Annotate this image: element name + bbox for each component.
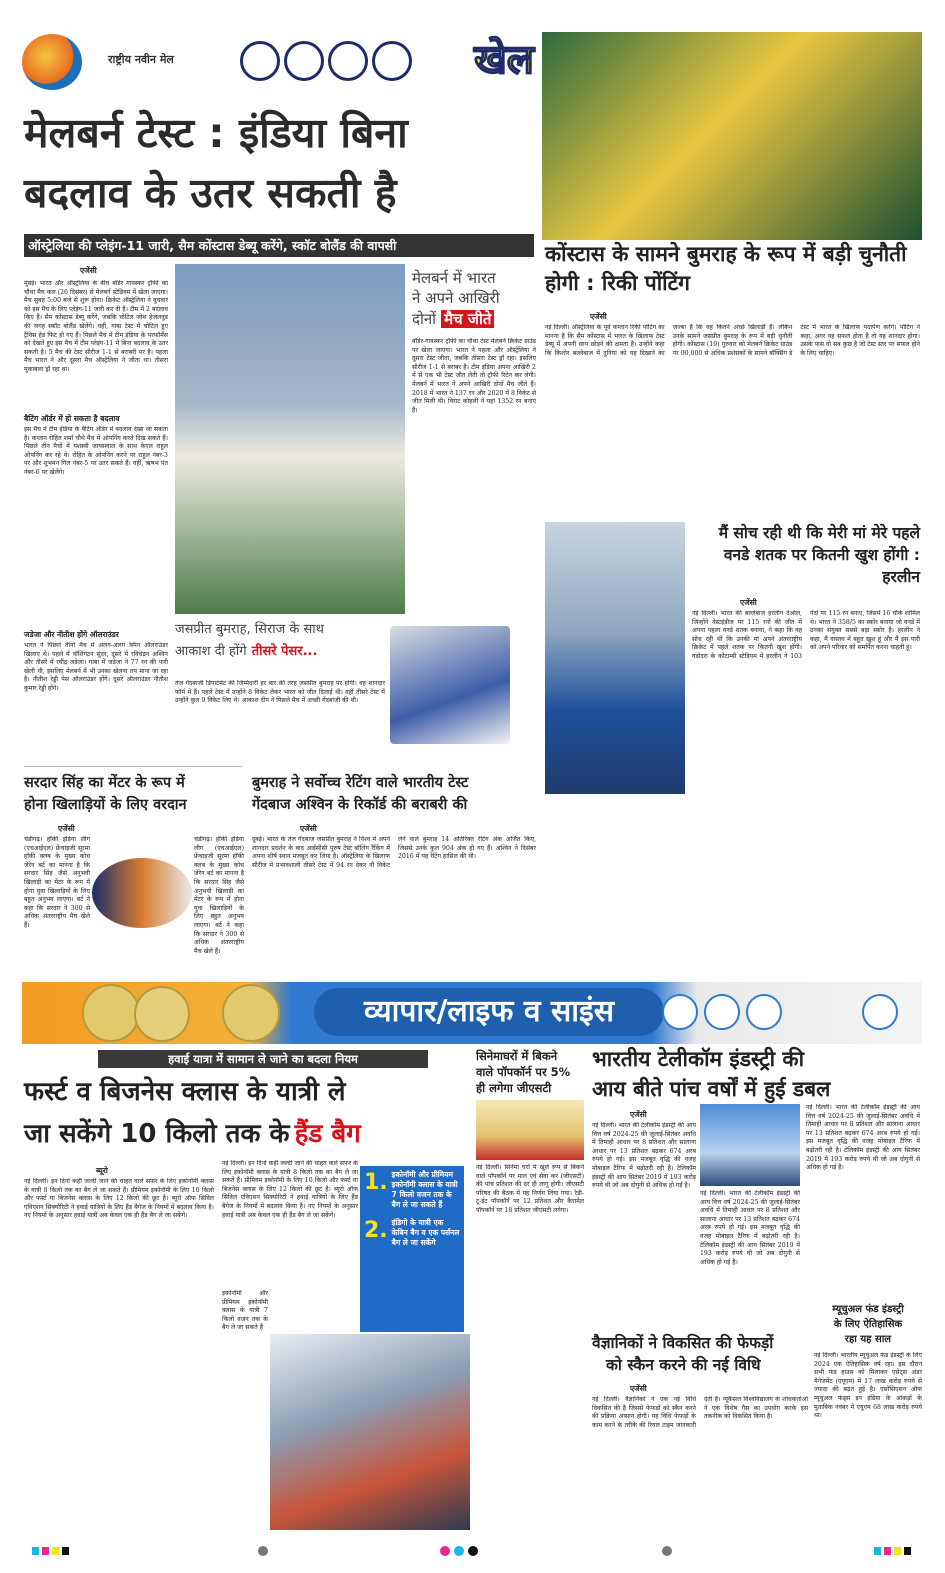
baggage-kicker: हवाई यात्रा में सामान ले जाने का बदला नियम bbox=[98, 1050, 428, 1068]
cricket-bat-icon bbox=[240, 41, 280, 81]
science-byline: एजेंसी bbox=[630, 1384, 647, 1393]
info-item-2 bbox=[364, 1218, 460, 1248]
atom-icon bbox=[746, 994, 782, 1030]
baggage-body-text-col3: इकोनॉमी और प्रीमियम इकोनॉमी क्लास के यात्री 7 किलो वजन तक के बैग ले जा सकते हैं bbox=[222, 1290, 268, 1332]
lead-strap: ऑस्ट्रेलिया की प्लेइंग-11 जारी, सैम कोंस्टास डेब्यू करेंगे, स्कॉट बोलैंड की वापसी bbox=[24, 234, 534, 257]
info-num-1: 1. bbox=[364, 1170, 388, 1195]
science-icon bbox=[662, 994, 698, 1030]
telecom-headline-line1: भारतीय टेलीकॉम इंडस्ट्री की bbox=[592, 1047, 805, 1071]
football-icon bbox=[328, 41, 368, 81]
pull-quote-line2: ने अपने आखिरी bbox=[412, 289, 500, 307]
sardar-byline: एजेंसी bbox=[58, 824, 75, 833]
info-item-1 bbox=[364, 1170, 460, 1210]
sardar-body-text: चंडीगढ़। हॉकी इंडिया लीग (एचआईएल) फ्रेंचाइजी सूरमा हॉकी क्लब के मुख्य कोच जेरेन बर्ट का मानना है कि सरदार सिंह जैसे अनुभवी खिलाड़ी का मेंटर के रूप में होना युवा खिलाड़ियों के लिए बहुत अनुभव लाएगा। बर्ट ने कहा कि सरदार ने 300 से अधिक अंतरराष्ट्रीय मैच खेले हैं। bbox=[24, 836, 90, 929]
lead-col1c-text: भारत ने पिछले तीनों मैच में अलग-अलग स्पिन ऑलराउंडर खिलाए थे। पहले में वॉशिंगटन सुंदर, दूसरे में रविचंद्रन अश्विन और तीसरे में रवींद्र जडेजा। गाबा में जडेजा ने 77 रन की पारी खेली थी, इसलिए मेलबर्न में भी उनका खेलना तय माना जा रहा है। नीतीश रेड्डी पेस ऑलराउंडर होंगे। दूसरे ऑलराउंडर नीतीश कुमार रेड्डी होंगे। bbox=[24, 642, 168, 692]
color-mark-cyan bbox=[32, 1547, 39, 1555]
harleen-headline: मैं सोच रही थी कि मेरी मां मेरे पहले वनडे शतक पर कितनी खुश होंगी : हरलीन bbox=[718, 524, 920, 586]
coin-icon bbox=[134, 986, 190, 1042]
bumrah-headline-line1: बुमराह ने सर्वोच्च रेटिंग वाले भारतीय टेस्ट bbox=[252, 775, 469, 791]
bumrah-caption-box bbox=[175, 620, 405, 674]
hurdles-icon bbox=[372, 41, 412, 81]
baggage-headline-highlight: हैंड बैग bbox=[294, 1119, 361, 1149]
color-mark-black bbox=[904, 1547, 911, 1555]
color-mark-cyan bbox=[874, 1547, 881, 1555]
baggage-body-text: नई दिल्ली। इन दिनों कहीं जल्दी जाने की चाहत वाले सफर के लिए इकोनॉमी क्लास के यात्री 8 किलो तक का बैग ले जा सकते हैं। प्रीमियम इकोनॉमी के लिए 10 किलो और फर्स्ट या बिजनेस क्लास के लिए 12 किलो की छूट है। ब्यूरो ऑफ सिविल एविएशन सिक्योरिटी ने हवाई यात्रियों के लिए हैंड बैगेज के नियमों में बदलाव किया है। नए नियमों के अनुसार हवाई यात्री अब केवल एक ही हैंड बैग ले जा सकेंगे। bbox=[24, 1178, 214, 1220]
gear-icon bbox=[704, 994, 740, 1030]
telecom-body-text-col3: नई दिल्ली। भारत की टेलीकॉम इंडस्ट्री की आय वित्त वर्ष 2024-25 की जुलाई-सितंबर अवधि में तिमाही आधार पर 8 प्रतिशत और सालाना आधार पर 13 प्रतिशत बढ़कर 674 अरब रुपये हो गई। इस मजबूत वृद्धि की वजह मोबाइल टैरिफ में बढ़ोतरी रही है। टेलिकॉम इंडस्ट्री की आय सितंबर 2019 में 193 करोड़ रुपये थी जो अब दोगुनी से अधिक हो गई है। bbox=[806, 1104, 920, 1172]
sardar-divider bbox=[24, 766, 242, 767]
caption-body-text: तेज गेंदबाजी डिपार्टमेंट की जिम्मेदारी हर बार की तरह जसप्रीत बुमराह पर होगी। वह शानदार फॉर्म में हैं। पहले टेस्ट में उन्होंने 8 विकेट लेकर भारत को जीत दिलाई थी। वहीं तीसरे टेस्ट में उन्होंने कुल 9 विकेट लिए थे। आकाश दीप ने पिछले मैच में अच्छी गेंदबाजी की थी। bbox=[175, 680, 385, 705]
bumrah-photo bbox=[390, 626, 510, 744]
coin-icon bbox=[82, 984, 140, 1042]
science-body-text: नई दिल्ली। वैज्ञानिकों ने एक नई विधि विकसित की है जिससे फेफड़ों को स्कैन करने की प्रक्रिया आसान होगी। यह विधि फेफड़ों के काम करने के तरीके की रियल टाइम जानकारी देती है। न्यूकैसल विश्वविद्यालय के शोधकर्ताओं ने एक विशेष गैस का उपयोग करके इस तकनीक को विकसित किया है। bbox=[592, 1396, 808, 1429]
info-text-2: इंडिगो के यात्री एक केबिन बैग व एक पर्सनल बैग ले जा सकेंगे bbox=[391, 1218, 460, 1247]
color-mark-magenta bbox=[42, 1547, 49, 1555]
caption-highlight: तीसरे पेसर... bbox=[251, 644, 318, 659]
lead-headline-line2: बदलाव के उतर सकती है bbox=[24, 169, 397, 217]
bumrah-byline: एजेंसी bbox=[300, 824, 317, 833]
lead-col1b-text: इस मैच में टीम इंडिया के बैटिंग ऑर्डर में बदलाव देखा जा सकता है। कप्तान रोहित शर्मा चौथे मैच में ओपनिंग करते दिख सकते हैं। पिछले तीन मैचों में यशस्वी जायसवाल के साथ केएल राहुल ओपनिंग कर रहे थे। रोहित के ओपनिंग करने पर राहुल नंबर-3 पर और शुभमन गिल नंबर-5 पर उतर सकते हैं। वहीं, ऋषभ पंत नंबर-6 पर खेलेंगे। bbox=[24, 426, 168, 476]
mutual-headline-line2: के लिए ऐतिहासिक bbox=[833, 1319, 903, 1330]
baggage-headline-line2-row bbox=[24, 1114, 474, 1154]
info-text-1: इकोनॉमी और प्रीमियम इकोनॉमी क्लास के यात्री 7 किलो वजन तक के बैग ले जा सकते हैं bbox=[391, 1170, 458, 1209]
lead-subhead-batting: बैटिंग ऑर्डर में हो सकता है बदलाव bbox=[24, 414, 120, 423]
color-mark-yellow bbox=[894, 1547, 901, 1555]
popcorn-headline bbox=[476, 1048, 584, 1096]
lead-col1-text: मुंबई। भारत और ऑस्ट्रेलिया के बीच बॉर्डर गावस्कर ट्रॉफी का चौथा मैच कल (26 दिसंबर) से मेलबर्न स्टेडियम में खेला जाएगा। मैच सुबह 5:00 बजे से शुरू होगा। क्रिकेट ऑस्ट्रेलिया ने बुधवार को इस मैच के लिए प्लेइंग-11 जारी कर दी है। टीम में 2 बदलाव किए हैं। सैम कोंस्टास डेब्यू करेंगे, जबकि चोटिल जोश हेजलवुड की जगह स्कॉट बोलैंड खेलेंगे। वहीं, गाबा टेस्ट में चोटिल हुए ट्रैविस हेड फिट हो गए हैं। पिछले मैच में टीम इंडिया के परफॉर्मेंस को देखते हुए इस मैच में टीम प्लेइंग-11 में बिना बदलाव के उतर सकती है। 5 मैच की टेस्ट सीरीज 1-1 से बराबरी पर है। पहला मैच भारत ने और दूसरा मैच ऑस्ट्रेलिया ने जीता था। तीसरा मुकाबला ड्रॉ रहा था। bbox=[24, 280, 168, 373]
paper-name: राष्ट्रीय नवीन मेल bbox=[108, 53, 174, 66]
footer-color-bar bbox=[22, 1544, 922, 1558]
india-team-photo bbox=[175, 264, 405, 614]
color-mark-magenta bbox=[884, 1547, 891, 1555]
sardar-photo bbox=[92, 858, 192, 928]
section-title: खेल bbox=[474, 37, 534, 83]
mutual-headline-line3: रहा यह साल bbox=[844, 1334, 892, 1345]
mutual-headline bbox=[814, 1302, 922, 1347]
harleen-photo bbox=[545, 522, 685, 794]
baggage-infobox bbox=[360, 1166, 464, 1332]
baggage-byline: ब्यूरो bbox=[96, 1166, 108, 1175]
telecom-body-text: नई दिल्ली। भारत की टेलीकॉम इंडस्ट्री की आय वित्त वर्ष 2024-25 की जुलाई-सितंबर अवधि में तिमाही आधार पर 8 प्रतिशत और सालाना आधार पर 13 प्रतिशत बढ़कर 674 अरब रुपये हो गई। इस मजबूत वृद्धि की वजह मोबाइल टैरिफ में बढ़ोतरी रही है। टेलिकॉम इंडस्ट्री की आय सितंबर 2019 में 193 करोड़ रुपये थी जो अब दोगुनी से अधिक हो गई है। bbox=[592, 1122, 696, 1190]
info-num-2: 2. bbox=[364, 1218, 388, 1243]
telecom-body-text-col2: नई दिल्ली। भारत की टेलीकॉम इंडस्ट्री की आय वित्त वर्ष 2024-25 की जुलाई-सितंबर अवधि में तिमाही आधार पर 8 प्रतिशत और सालाना आधार पर 13 प्रतिशत बढ़कर 674 अरब रुपये हो गई। इस मजबूत वृद्धि की वजह मोबाइल टैरिफ में बढ़ोतरी रही है। टेलिकॉम इंडस्ट्री की आय सितंबर 2019 में 193 करोड़ रुपये थी जो अब दोगुनी से अधिक हो गई है। bbox=[700, 1190, 800, 1266]
pull-quote-line1: मेलबर्न में भारत bbox=[412, 269, 496, 287]
baggage-body-text-col2: नई दिल्ली। इन दिनों कहीं जल्दी जाने की चाहत वाले सफर के लिए इकोनॉमी क्लास के यात्री 8 किलो तक का बैग ले जा सकते हैं। प्रीमियम इकोनॉमी के लिए 10 किलो और फर्स्ट या बिजनेस क्लास के लिए 12 किलो की छूट है। ब्यूरो ऑफ सिविल एविएशन सिक्योरिटी ने हवाई यात्रियों के लिए हैंड बैगेज के नियमों में बदलाव किया है। नए नियमों के अनुसार हवाई यात्री अब केवल एक ही हैंड बैग ले जा सकेंगे। bbox=[222, 1160, 358, 1219]
business-banner-title: व्यापार/लाइफ व साइंस bbox=[314, 988, 664, 1036]
popcorn-body-text: नई दिल्ली। सिनेमा घरों में खुले रूप से बिकने वाले पॉपकॉर्न पर माल एवं सेवा कर (जीएसटी) की पांच प्रतिशत की दर ही लागू होगी। जीएसटी परिषद की बैठक में यह निर्णय लिया गया। रेडी-टू-ईट पॉपकॉर्न पर 12 प्रतिशत और कैरामेल पॉपकॉर्न पर 18 प्रतिशत जीएसटी लगेगा। bbox=[476, 1164, 584, 1214]
registration-mark-icon bbox=[258, 1546, 268, 1556]
registration-mark-icon bbox=[440, 1546, 450, 1556]
pull-quote-line3 bbox=[412, 308, 540, 330]
baggage-headline-line2: जा सकेंगे 10 किलो तक के bbox=[24, 1119, 290, 1149]
pull-quote-line3-text: दोनों bbox=[412, 310, 437, 328]
bumrah-body-text: दुबई। भारत के तेज गेंदबाज जसप्रीत बुमराह ने विश्व में अपने शानदार प्रदर्शन के बाद आईसीसी पुरुष टेस्ट बॉलिंग रैंकिंग में अपना शीर्ष स्थान मजबूत कर लिया है। ऑस्ट्रेलिया के खिलाफ सीरीज में प्रभावशाली तीसरे टेस्ट में 94 रन देकर नौ विकेट लेने वाले बुमराह 14 अतिरिक्त रेटिंग अंक अर्जित किए, जिससे उनके कुल 904 अंक हो गए हैं। अश्विन ने दिसंबर 2016 में यह रेटिंग हासिल की थी। bbox=[252, 836, 536, 869]
lead-headline-line1: मेलबर्न टेस्ट : इंडिया बिना bbox=[24, 109, 408, 157]
sardar-headline-line1: सरदार सिंह का मेंटर के रूप में bbox=[24, 775, 185, 791]
konstas-photo bbox=[542, 32, 922, 240]
popcorn-photo bbox=[476, 1100, 584, 1160]
luggage-photo bbox=[270, 1334, 470, 1530]
registration-mark-icon bbox=[468, 1546, 478, 1556]
telecom-headline-line2: आय बीते पांच वर्षों में हुई डबल bbox=[592, 1077, 831, 1101]
registration-mark-icon bbox=[454, 1546, 464, 1556]
flask-icon bbox=[862, 994, 898, 1030]
sardar-headline-line2: होना खिलाड़ियों के लिए वरदान bbox=[24, 797, 187, 813]
paper-logo-icon bbox=[22, 34, 82, 90]
popcorn-headline-line1: सिनेमाघरों में बिकने bbox=[476, 1049, 558, 1063]
ponting-headline: कोंस्टास के सामने बुमराह के रूप में बड़ी चुनौती होगी : रिकी पोंटिंग bbox=[545, 242, 907, 295]
science-headline-line1: वैज्ञानिकों ने विकसित की फेफड़ों bbox=[592, 1334, 774, 1352]
popcorn-headline-line3: ही लगेगा जीएसटी bbox=[476, 1081, 552, 1095]
pull-quote-highlight: मैच जीते bbox=[441, 310, 494, 328]
registration-mark-icon bbox=[662, 1546, 672, 1556]
caption-line2-text: आकाश दी होंगे bbox=[175, 644, 247, 659]
telecom-tower-photo bbox=[700, 1104, 800, 1186]
mutual-body-text: नई दिल्ली। भारतीय म्यूचुअल फंड इंडस्ट्री के लिए 2024 एक ऐतिहासिक वर्ष रहा। इस दौरान सभी फंड हाउस को मिलाकर एसेट्स अंडर मैनेजमेंट (एयूएम) में 17 लाख करोड़ रुपये से ज्यादा की बढ़त हुई है। एसोसिएशन ऑफ म्यूचुअल फंड्स इन इंडिया के आंकड़ों के मुताबिक नवंबर में एयूएम 68 लाख करोड़ रुपये था। bbox=[814, 1352, 922, 1420]
lead-byline: एजेंसी bbox=[80, 266, 97, 275]
bumrah-headline-line2: गेंदबाज अश्विन के रिकॉर्ड की बराबरी की bbox=[252, 797, 468, 813]
science-headline-line2: को स्कैन करने की नई विधि bbox=[606, 1356, 761, 1374]
lead-col3-text: बॉर्डर-गावस्कर ट्रॉफी का चौथा टेस्ट मेलबर्न क्रिकेट ग्राउंड पर खेला जाएगा। भारत ने पहला और ऑस्ट्रेलिया ने दूसरा टेस्ट जीता, जबकि तीसरा टेस्ट ड्रॉ रहा। इसलिए सीरीज 1-1 से बराबर है। टीम इंडिया अपना आखिरी 2 में से एक भी टेस्ट जीत लेती तो ट्रॉफी रिटेन कर लेगी। मेलबर्न में भारत ने अपने आखिरी दोनों मैच जीते हैं। 2018 में भारत ने 137 रन और 2020 में 8 विकेट से जीत मिली थी। विराट कोहली ने यहां 1352 रन बनाए हैं। bbox=[412, 338, 536, 414]
mutual-headline-line1: म्यूचुअल फंड इंडस्ट्री bbox=[832, 1304, 904, 1315]
sardar-body-text-right: चंडीगढ़। हॉकी इंडिया लीग (एचआईएल) फ्रेंचाइजी सूरमा हॉकी क्लब के मुख्य कोच जेरेन बर्ट का मानना है कि सरदार सिंह जैसे अनुभवी खिलाड़ी का मेंटर के रूप में होना युवा खिलाड़ियों के लिए बहुत अनुभव लाएगा। बर्ट ने कहा कि सरदार ने 300 से अधिक अंतरराष्ट्रीय मैच खेले हैं। bbox=[194, 836, 244, 955]
ponting-body-text: नई दिल्ली। ऑस्ट्रेलिया के पूर्व कप्तान रिकी पोंटिंग का मानना है कि सैम कोंस्टास में भारत के खिलाफ टेस्ट डेब्यू में अपनी छाप छोड़ने की क्षमता है। उन्होंने कहा कि किशोर बल्लेबाज में दुनिया को यह दिखाने का जज्बा है कि वह कितने अच्छे खिलाड़ी हैं। लेकिन उनके सामने जसप्रीत बुमराह के रूप में बड़ी चुनौती होगी। कोंस्टास (19) गुरुवार को मेलबर्न क्रिकेट ग्राउंड पर 90,000 से अधिक प्रशंसकों के सामने बॉक्सिंग डे टेस्ट में भारत के खिलाफ पदार्पण करेंगे। पोंटिंग ने कहा, अगर वह सफल होता है तो यह शानदार होगा। उसके पास वो सब कुछ है जो टेस्ट स्तर पर सफल होने के लिए चाहिए। bbox=[545, 324, 920, 357]
baggage-headline-line1: फर्स्ट व बिजनेस क्लास के यात्री ले bbox=[24, 1077, 346, 1107]
caption-line1: जसप्रीत बुमराह, सिराज के साथ bbox=[175, 622, 324, 637]
telecom-byline: एजेंसी bbox=[630, 1110, 647, 1119]
sport-icons-row bbox=[240, 38, 450, 84]
coin-icon bbox=[222, 984, 280, 1042]
harleen-byline: एजेंसी bbox=[740, 598, 757, 607]
running-icon bbox=[284, 41, 324, 81]
ponting-byline: एजेंसी bbox=[590, 312, 607, 321]
color-mark-yellow bbox=[52, 1547, 59, 1555]
color-mark-black bbox=[62, 1547, 69, 1555]
lead-subhead-jadeja: जडेजा और नीतीश होंगे ऑलराउंडर bbox=[24, 630, 119, 639]
harleen-body-text: नई दिल्ली। भारत की बल्लेबाज हरलीन देओल, जिन्होंने वेस्टइंडीज पर 115 रनों की जीत में अपना पहला वनडे शतक बनाया, ने कहा कि वह सोच रही थीं कि उनकी मां अपने अंतरराष्ट्रीय क्रिकेट में पहले शतक पर कितनी खुश होंगी। वडोदरा के कोटाम्बी स्टेडियम में हरलीन ने 103 गेंदों पर 115 रन बनाए, जिसमें 16 चौके शामिल थे। भारत ने 358/5 का स्कोर बनाया जो वनडे में उनका संयुक्त सबसे बड़ा स्कोर है। हरलीन ने कहा, मैं वास्तव में बहुत खुश हूं और मैं इस पारी को अपने परिवार को समर्पित करना चाहती हूं। bbox=[692, 610, 920, 660]
lead-pull-quote bbox=[412, 268, 540, 330]
business-banner bbox=[22, 982, 922, 1044]
caption-line2 bbox=[175, 640, 405, 663]
popcorn-headline-line2: वाले पॉपकॉर्न पर 5% bbox=[476, 1065, 571, 1079]
